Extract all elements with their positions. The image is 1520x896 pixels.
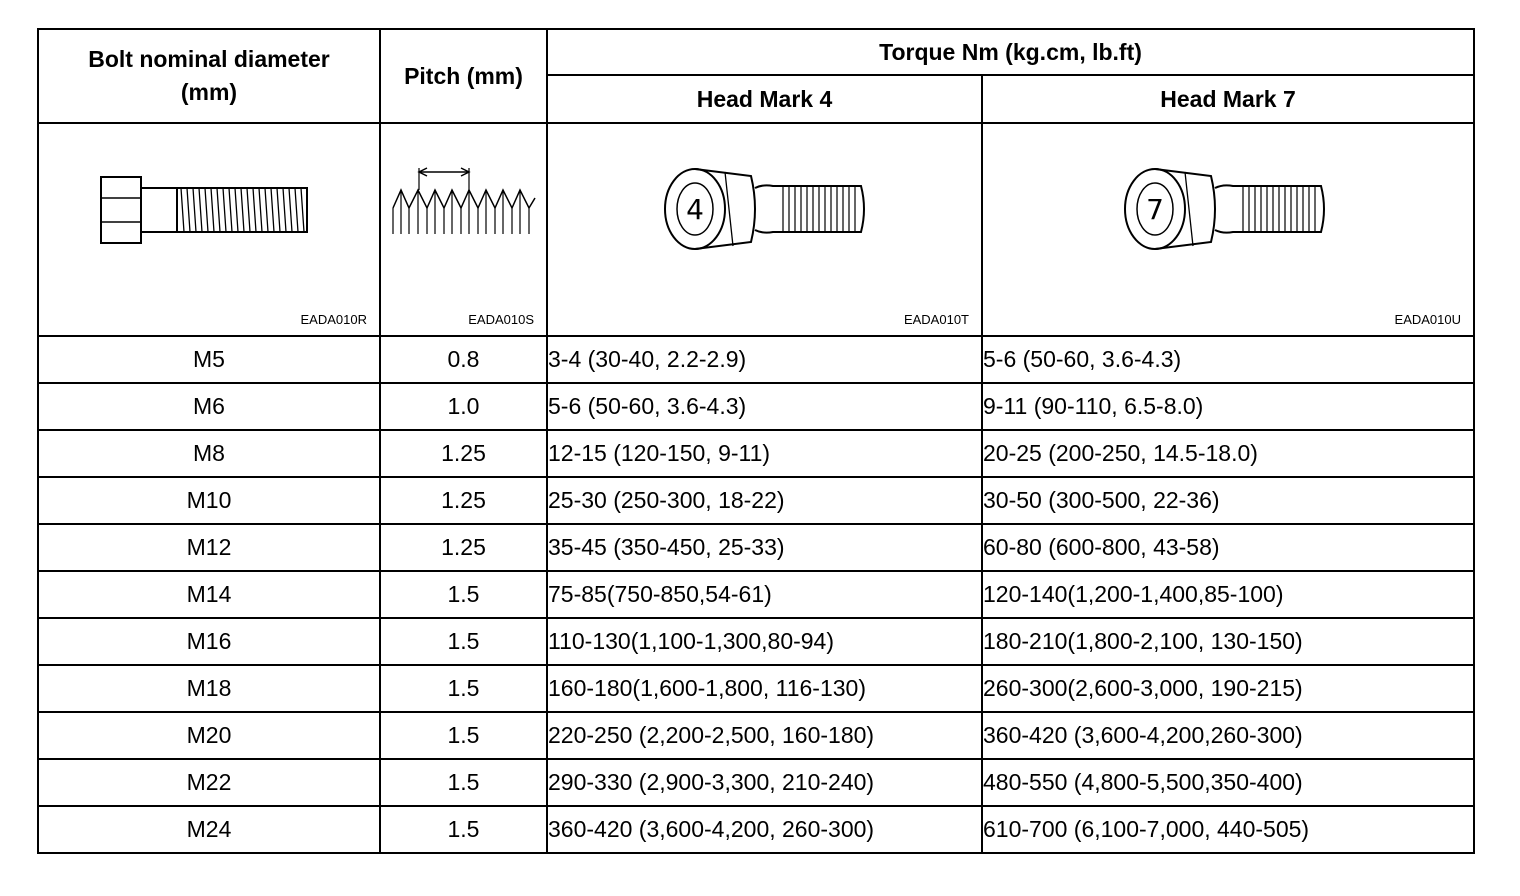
- mark4-cell: 110-130(1,100-1,300,80-94): [547, 618, 982, 665]
- mark4-cell: 360-420 (3,600-4,200, 260-300): [547, 806, 982, 853]
- head-mark-4-figure-cell: [547, 123, 982, 336]
- head-mark-7-bolt-icon: [1123, 164, 1333, 254]
- pitch-cell: 1.0: [380, 383, 547, 430]
- thread-pitch-icon: [389, 162, 539, 242]
- pitch-cell: 1.5: [380, 665, 547, 712]
- bolt-figure-code: EADA010R: [300, 312, 367, 327]
- pitch-cell: 1.25: [380, 430, 547, 477]
- mark4-cell: 160-180(1,600-1,800, 116-130): [547, 665, 982, 712]
- header-diameter: Bolt nominal diameter (mm): [38, 29, 380, 123]
- pitch-cell: 1.5: [380, 618, 547, 665]
- size-cell: M10: [38, 477, 380, 524]
- size-cell: M24: [38, 806, 380, 853]
- mark7-cell: 5-6 (50-60, 3.6-4.3): [982, 336, 1474, 383]
- head-mark-4-label: 4: [686, 193, 704, 226]
- size-cell: M5: [38, 336, 380, 383]
- table-row: [38, 336, 1474, 383]
- bolt-figure-cell: [38, 123, 380, 336]
- pitch-cell: 0.8: [380, 336, 547, 383]
- head-mark-7-figure-code: EADA010U: [1394, 312, 1462, 327]
- table-row: [38, 383, 1474, 430]
- header-head-mark-4: Head Mark 4: [547, 75, 982, 123]
- mark7-cell: 30-50 (300-500, 22-36): [982, 477, 1474, 524]
- head-mark-7-figure-cell: [982, 123, 1474, 336]
- size-cell: M12: [38, 524, 380, 571]
- table-row: [38, 712, 1474, 759]
- mark4-cell: 12-15 (120-150, 9-11): [547, 430, 982, 477]
- mark7-cell: 180-210(1,800-2,100, 130-150): [982, 618, 1474, 665]
- pitch-cell: 1.5: [380, 759, 547, 806]
- size-cell: M8: [38, 430, 380, 477]
- torque-spec-table: [37, 28, 1475, 854]
- mark4-cell: 5-6 (50-60, 3.6-4.3): [547, 383, 982, 430]
- mark7-cell: 360-420 (3,600-4,200,260-300): [982, 712, 1474, 759]
- size-cell: M16: [38, 618, 380, 665]
- pitch-figure-code: EADA010S: [468, 312, 534, 327]
- pitch-cell: 1.25: [380, 477, 547, 524]
- mark4-cell: 3-4 (30-40, 2.2-2.9): [547, 336, 982, 383]
- table-row: [38, 571, 1474, 618]
- table-row: [38, 430, 1474, 477]
- size-cell: M14: [38, 571, 380, 618]
- table-row: [38, 759, 1474, 806]
- pitch-figure-cell: [380, 123, 547, 336]
- head-mark-4-figure-code: EADA010T: [903, 312, 969, 327]
- header-head-mark-7: Head Mark 7: [982, 75, 1474, 123]
- pitch-cell: 1.25: [380, 524, 547, 571]
- mark7-cell: 120-140(1,200-1,400,85-100): [982, 571, 1474, 618]
- head-mark-4-bolt-icon: [663, 164, 873, 254]
- pitch-cell: 1.5: [380, 806, 547, 853]
- size-cell: M20: [38, 712, 380, 759]
- mark7-cell: 20-25 (200-250, 14.5-18.0): [982, 430, 1474, 477]
- mark7-cell: 610-700 (6,100-7,000, 440-505): [982, 806, 1474, 853]
- mark7-cell: 60-80 (600-800, 43-58): [982, 524, 1474, 571]
- table-row: [38, 806, 1474, 853]
- mark4-cell: 75-85(750-850,54-61): [547, 571, 982, 618]
- mark4-cell: 290-330 (2,900-3,300, 210-240): [547, 759, 982, 806]
- mark4-cell: 35-45 (350-450, 25-33): [547, 524, 982, 571]
- mark4-cell: 220-250 (2,200-2,500, 160-180): [547, 712, 982, 759]
- size-cell: M6: [38, 383, 380, 430]
- pitch-cell: 1.5: [380, 571, 547, 618]
- mark4-cell: 25-30 (250-300, 18-22): [547, 477, 982, 524]
- table-row: [38, 618, 1474, 665]
- mark7-cell: 480-550 (4,800-5,500,350-400): [982, 759, 1474, 806]
- table-row: [38, 665, 1474, 712]
- mark7-cell: 9-11 (90-110, 6.5-8.0): [982, 383, 1474, 430]
- pitch-cell: 1.5: [380, 712, 547, 759]
- header-pitch: Pitch (mm): [380, 29, 547, 123]
- header-row: [38, 29, 1474, 75]
- mark7-cell: 260-300(2,600-3,000, 190-215): [982, 665, 1474, 712]
- table-row: [38, 524, 1474, 571]
- size-cell: M18: [38, 665, 380, 712]
- table-row: [38, 477, 1474, 524]
- figure-row: [38, 123, 1474, 336]
- bolt-icon: [99, 174, 309, 249]
- header-torque: Torque Nm (kg.cm, lb.ft): [547, 29, 1474, 75]
- head-mark-7-label: 7: [1146, 193, 1164, 226]
- size-cell: M22: [38, 759, 380, 806]
